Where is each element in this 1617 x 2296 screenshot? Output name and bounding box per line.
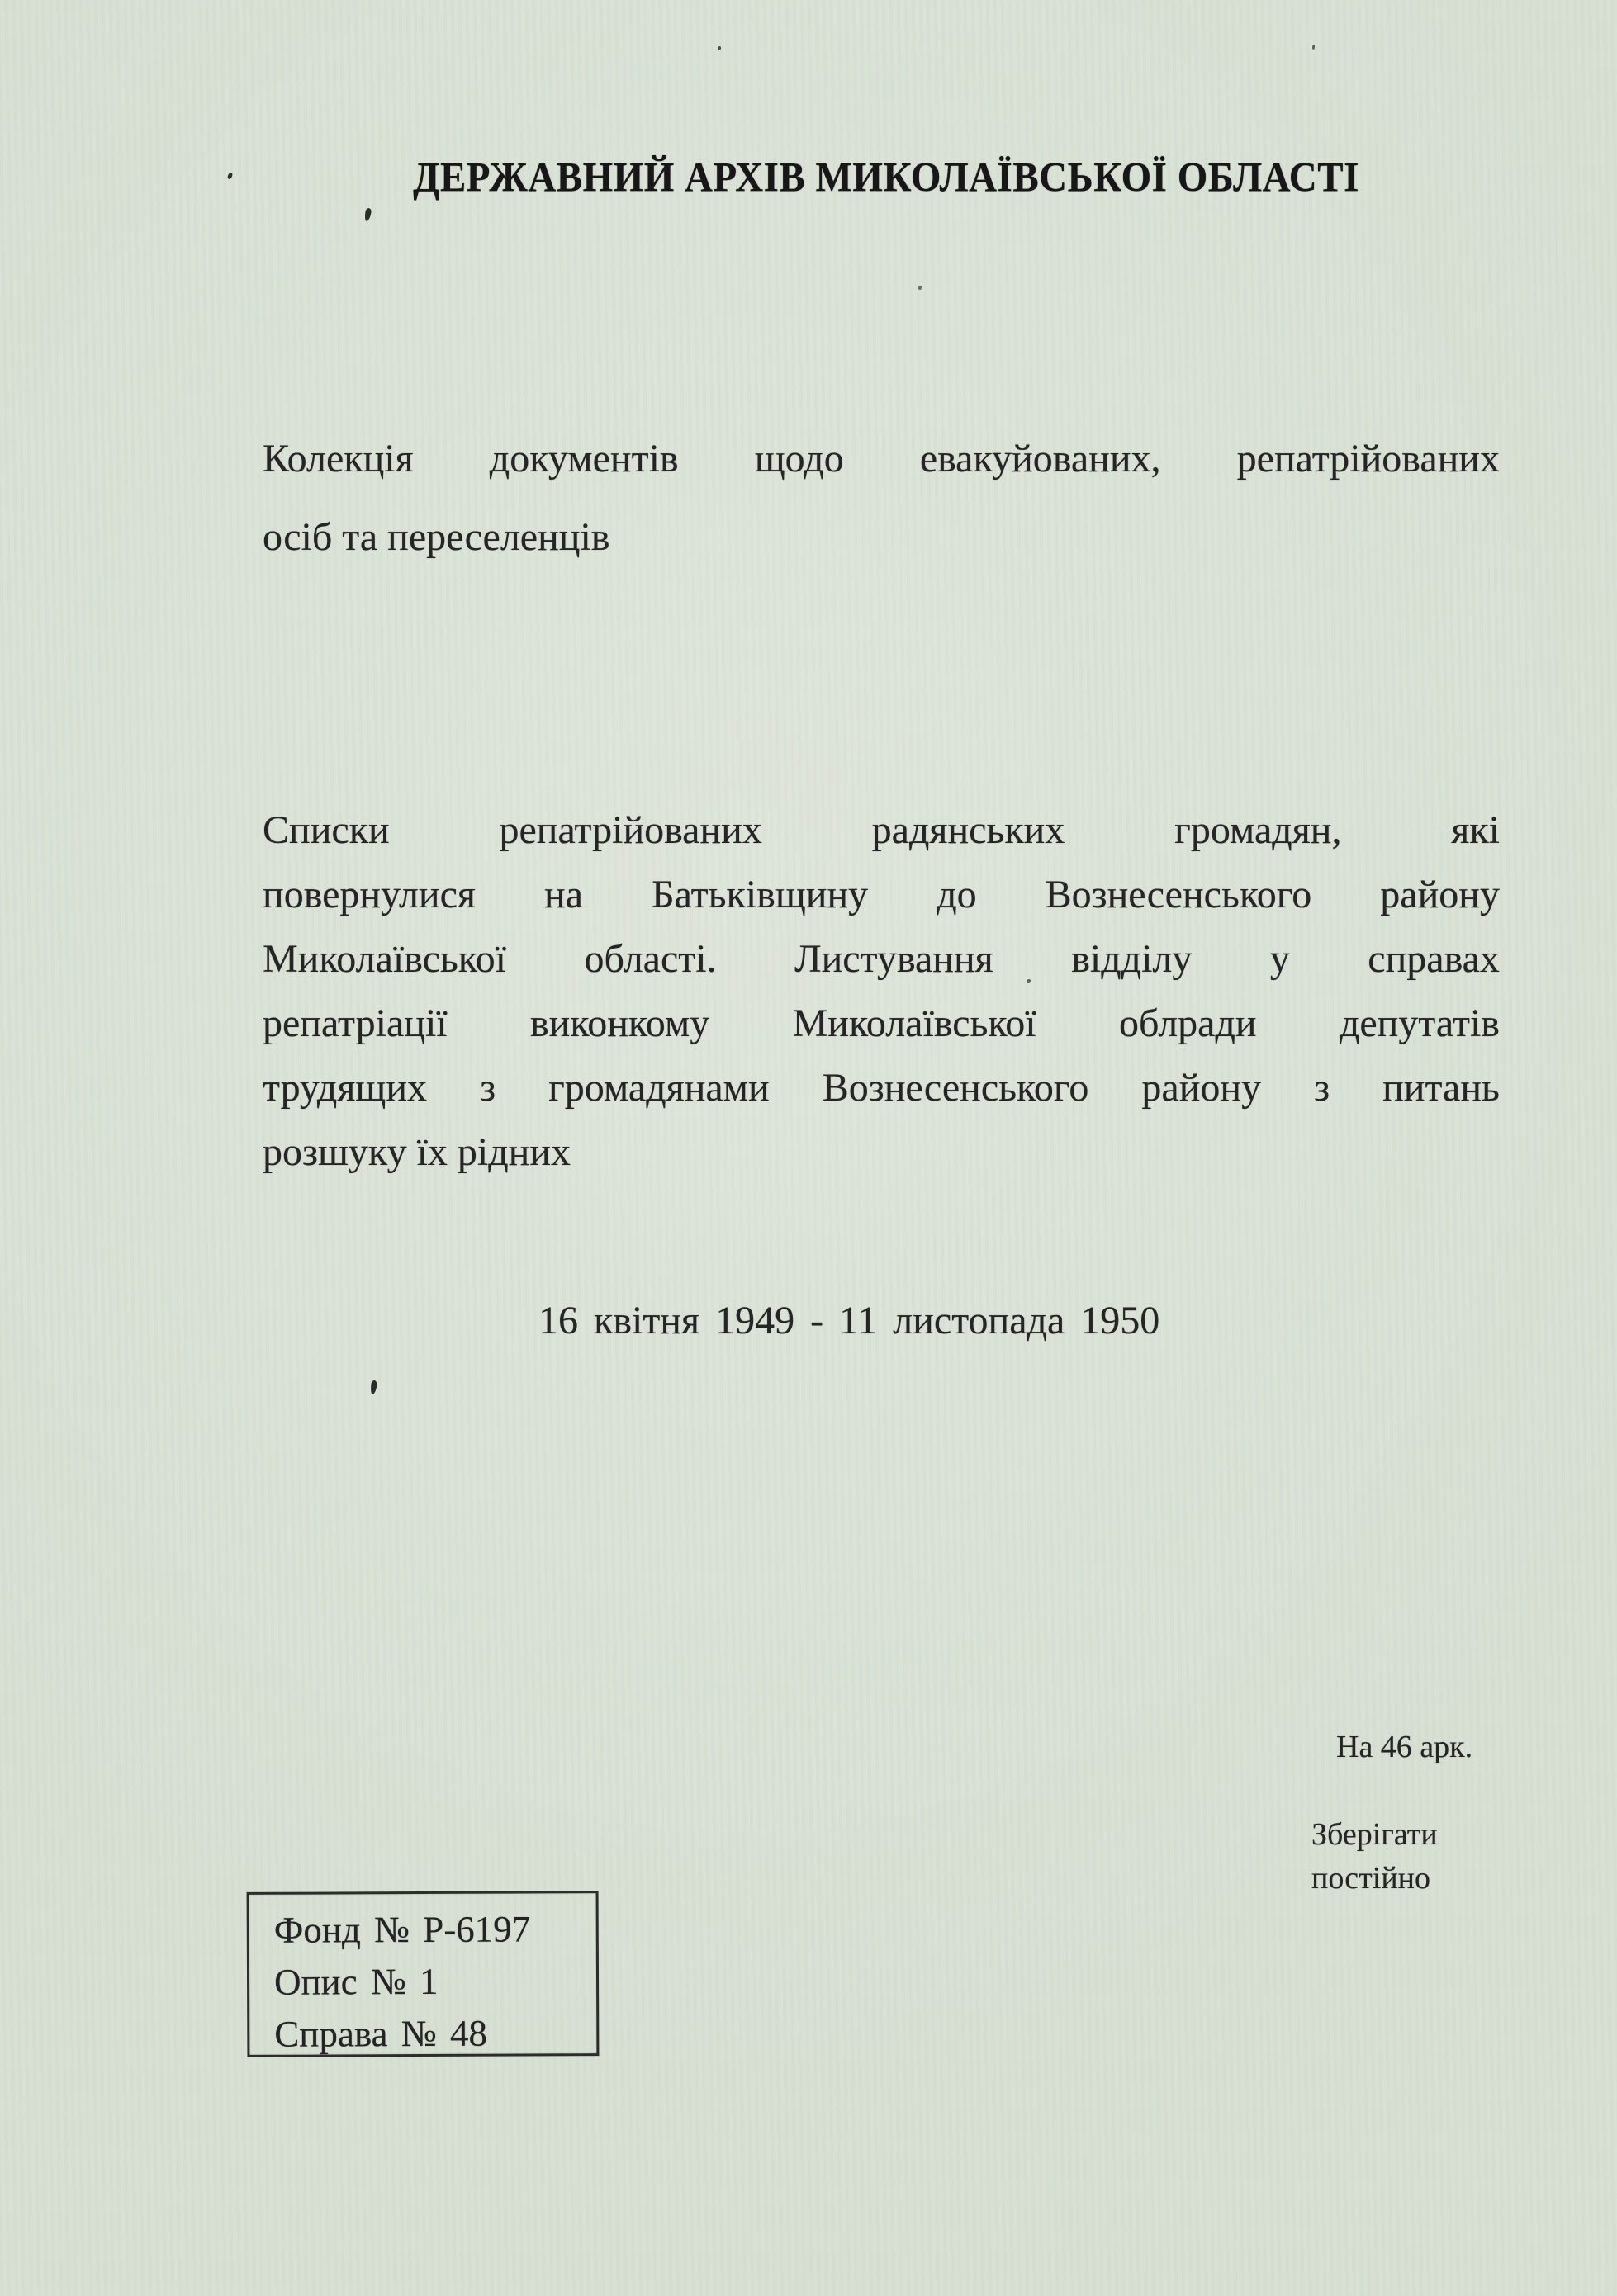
paper-speck bbox=[227, 172, 233, 179]
word: повернулися bbox=[263, 873, 476, 916]
word: справах bbox=[1368, 937, 1500, 981]
text-line bbox=[263, 936, 1500, 1001]
word: репатріації bbox=[263, 1001, 448, 1045]
text-line bbox=[263, 872, 1500, 936]
text-line bbox=[263, 436, 1500, 514]
paper-speck bbox=[1312, 45, 1315, 50]
paper-speck bbox=[718, 46, 721, 50]
word: громадянами bbox=[548, 1066, 770, 1110]
archive-stamp bbox=[247, 1891, 600, 2057]
word: на bbox=[544, 873, 583, 916]
word: щодо bbox=[754, 437, 844, 481]
word: радянських bbox=[871, 808, 1065, 852]
word: трудящих bbox=[263, 1066, 428, 1110]
text-line: постійно bbox=[1311, 1861, 1430, 1896]
word: Листування bbox=[794, 937, 993, 981]
word: виконкому bbox=[529, 1001, 710, 1045]
paper-speck bbox=[918, 286, 922, 290]
word: облради bbox=[1118, 1001, 1257, 1045]
word: відділу bbox=[1071, 937, 1193, 981]
word: Миколаївської bbox=[792, 1001, 1036, 1045]
case-description bbox=[263, 807, 1500, 1194]
collection-title bbox=[263, 436, 1500, 593]
text-line bbox=[263, 1065, 1500, 1129]
word: району bbox=[1141, 1066, 1262, 1110]
storage-note bbox=[1311, 1816, 1438, 1904]
text-line: розшуку їх рідних bbox=[263, 1130, 571, 1174]
word: до bbox=[937, 873, 977, 916]
text-line: Зберігати bbox=[1311, 1817, 1438, 1852]
word: у bbox=[1269, 937, 1290, 981]
word: Вознесенського bbox=[822, 1066, 1089, 1110]
text-line bbox=[263, 807, 1500, 872]
word: району bbox=[1380, 873, 1500, 916]
paper-speck bbox=[364, 208, 372, 222]
word: які bbox=[1451, 808, 1500, 852]
word: евакуйованих, bbox=[919, 437, 1161, 481]
word: репатрійованих bbox=[1236, 437, 1500, 481]
word: області. bbox=[584, 937, 717, 981]
word: документів bbox=[489, 437, 679, 481]
word: з bbox=[480, 1066, 496, 1110]
text-line bbox=[263, 1001, 1500, 1065]
word: депутатів bbox=[1339, 1001, 1500, 1045]
word: питань bbox=[1382, 1066, 1500, 1110]
word: Миколаївської bbox=[263, 937, 507, 981]
stamp-opys-line: Опис № 1 bbox=[273, 1960, 439, 2003]
word: Колекція bbox=[263, 437, 414, 481]
paper-speck bbox=[370, 1380, 377, 1395]
word: громадян, bbox=[1174, 808, 1342, 852]
word: Списки bbox=[263, 808, 390, 852]
archive-title: ДЕРЖАВНИЙ АРХІВ МИКОЛАЇВСЬКОЇ ОБЛАСТІ bbox=[413, 154, 1359, 201]
sheet-count: На 46 арк. bbox=[1336, 1730, 1473, 1764]
word: з bbox=[1314, 1066, 1330, 1110]
stamp-fond-line: Фонд № Р-6197 bbox=[273, 1908, 531, 1951]
date-range: 16 квітня 1949 - 11 листопада 1950 bbox=[538, 1299, 1160, 1342]
word: Батьківщину bbox=[652, 873, 869, 916]
text-line: осіб та переселенців bbox=[263, 515, 610, 559]
stamp-sprava-line: Справа № 48 bbox=[274, 2012, 488, 2055]
word: Вознесенського bbox=[1045, 873, 1312, 916]
word: репатрійованих bbox=[499, 808, 762, 852]
